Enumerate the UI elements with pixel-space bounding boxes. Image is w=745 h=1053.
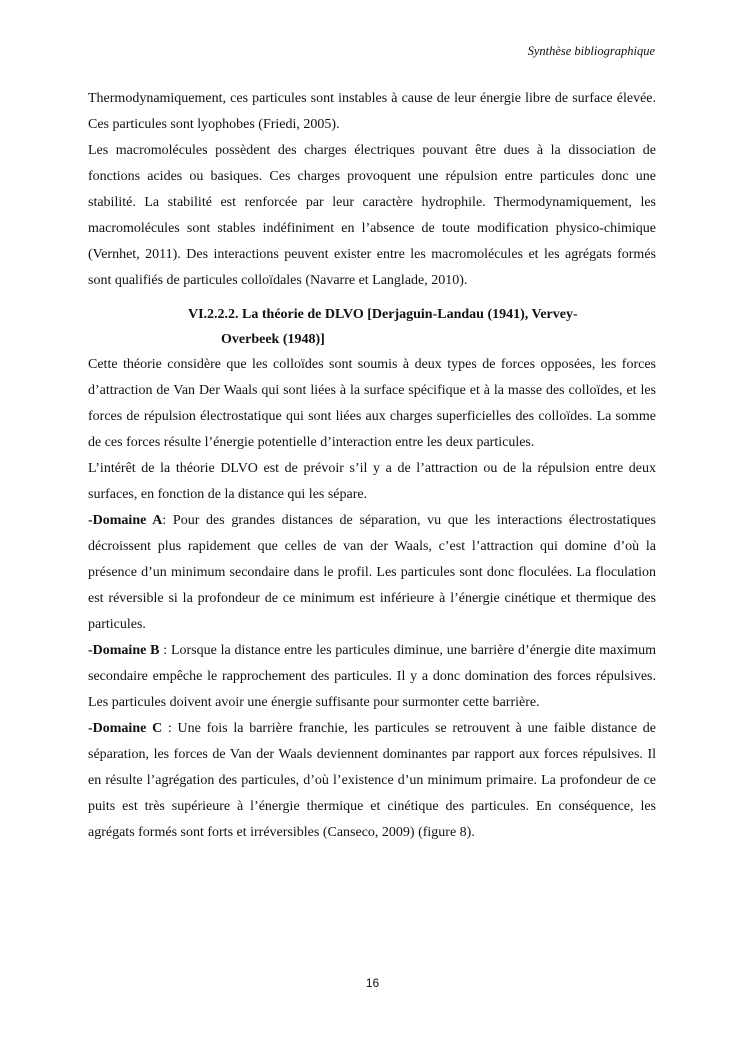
paragraph-dlvo-theory: Cette théorie considère que les colloïdes sont soumis à deux types de forces opposées, les forces d’attraction de Van Der Waals qui sont liées à la surface spécifique et à la masse des colloïdes, et les forces de répulsion électrostatique qui sont liées aux charges superficielles des colloïdes. La somme de ces forces résulte l’énergie potentielle d’interaction entre les deux particules.	[88, 357, 656, 450]
paragraph-domain-b	[88, 638, 656, 716]
paragraph-dlvo-interest: L’intérêt de la théorie DLVO est de prévoir s’il y a de l’attraction ou de la répulsion entre deux surfaces, en fonction de la distance qui les sépare.	[88, 461, 656, 502]
domain-c-text: : Une fois la barrière franchie, les particules se retrouvent à une faible distance de séparation, les forces de Van der Waals deviennent dominantes par rapport aux forces répulsives. Il en résulte l’agrégation des particules, d’où l’existence d’un minimum primaire. La profondeur de ce puits est très supérieure à l’énergie thermique et cinétique des particules. En conséquence, les agrégats formés sont forts et irréversibles (Canseco, 2009) (figure 8).	[88, 721, 656, 840]
page-body	[88, 86, 656, 846]
section-heading-line1: VI.2.2.2. La théorie de DLVO [Derjaguin-Landau (1941), Vervey-	[188, 307, 578, 322]
domain-b-label: -Domaine B	[88, 643, 160, 658]
paragraph-macromolecules: Les macromolécules possèdent des charges électriques pouvant être dues à la dissociation de fonctions acides ou basiques. Ces charges provoquent une répulsion entre particules donc une stabilité. La stabilité est renforcée par leur caractère hydrophile. Thermodynamiquement, les macromolécules sont stables indéfiniment en l’absence de toute modification physico-chimique (Vernhet, 2011). Des interactions peuvent exister entre les macromolécules et les agrégats formés sont qualifiés de particules colloïdales (Navarre et Langlade, 2010).	[88, 143, 656, 288]
domain-a-label: -Domaine A	[88, 513, 163, 528]
paragraph-thermodynamics: Thermodynamiquement, ces particules sont instables à cause de leur énergie libre de surface élevée. Ces particules sont lyophobes (Friedi, 2005).	[88, 91, 656, 132]
domain-a-text: : Pour des grandes distances de séparation, vu que les interactions électrostatiques décroissent plus rapidement que celles de van der Waals, c’est l’attraction qui domine d’où la présence d’un minimum secondaire dans le profil. Les particules sont donc floculées. La floculation est réversible si la profondeur de ce minimum est inférieure à l’énergie cinétique et thermique des particules.	[88, 513, 656, 632]
paragraph-domain-a	[88, 508, 656, 638]
domain-c-label: -Domaine C	[88, 721, 163, 736]
domain-b-text: : Lorsque la distance entre les particules diminue, une barrière d’énergie dite maximum secondaire empêche le rapprochement des particules. Il y a donc domination des forces répulsives. Les particules doivent avoir une énergie suffisante pour surmonter cette barrière.	[88, 643, 656, 710]
section-heading	[88, 302, 618, 352]
page-number: 16	[365, 976, 380, 990]
paragraph-domain-c	[88, 716, 656, 846]
running-header: Synthèse bibliographique	[527, 44, 655, 58]
section-heading-line2: Overbeek (1948)]	[221, 332, 325, 347]
